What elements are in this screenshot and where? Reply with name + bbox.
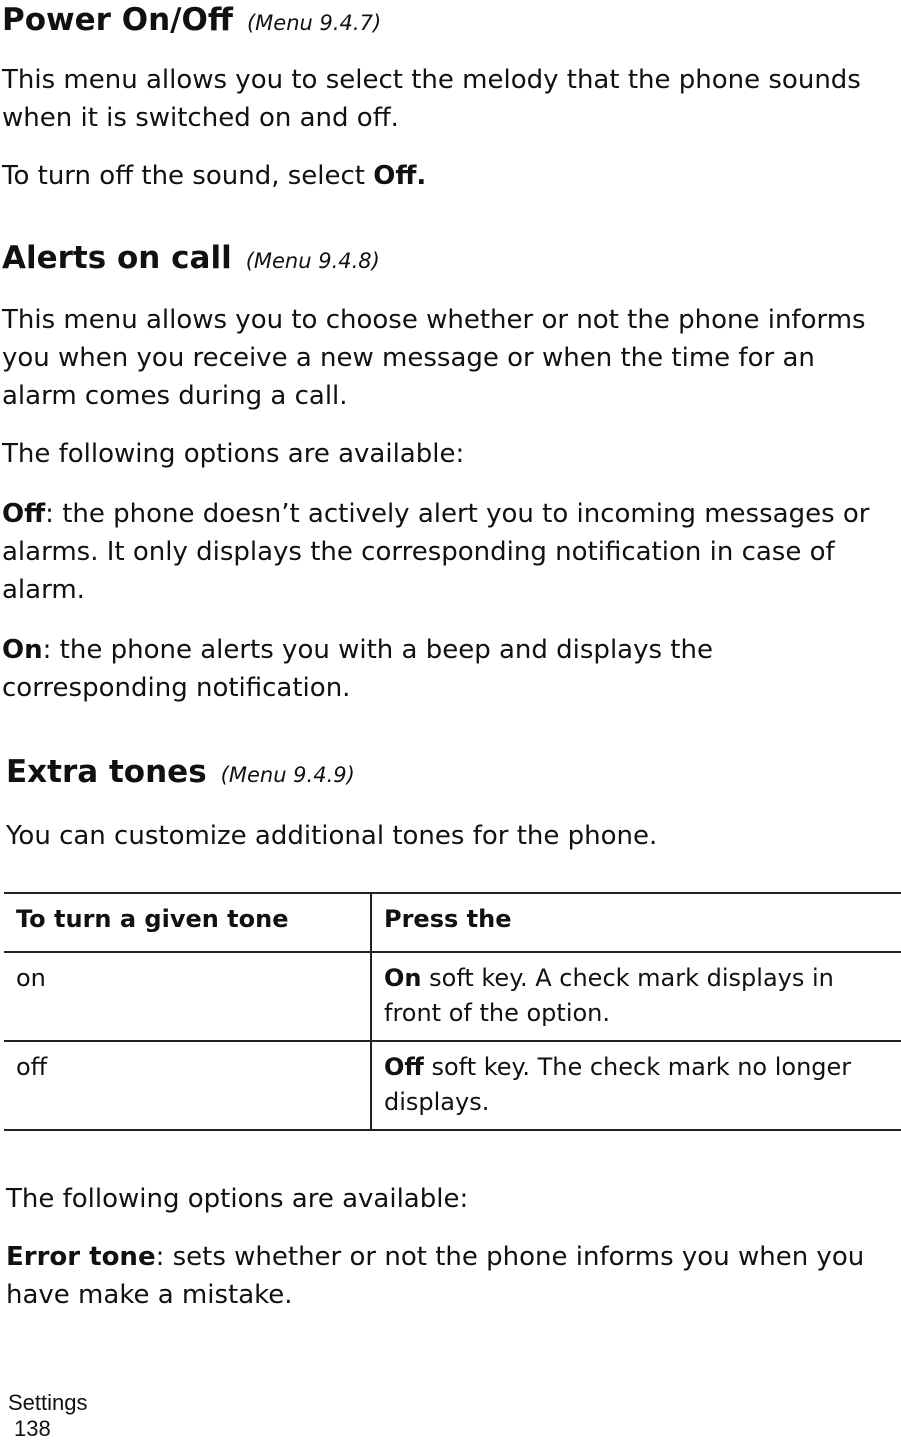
section-heading: [2, 0, 897, 43]
menu-reference: (Menu 9.4.8): [245, 249, 380, 273]
option-name: On: [2, 635, 43, 665]
section-power-on-off: [2, 0, 897, 195]
heading-title: Power On/Off: [2, 2, 233, 38]
paragraph: The following options are available:: [6, 1184, 469, 1214]
table-cell: on: [4, 952, 371, 1041]
soft-key-name: On: [384, 964, 422, 992]
paragraph-text: To turn off the sound, select: [2, 161, 374, 191]
menu-reference: (Menu 9.4.9): [220, 763, 355, 787]
table-header-row: [4, 893, 901, 952]
option-name: Off.: [373, 161, 427, 191]
menu-reference: (Menu 9.4.7): [246, 11, 382, 35]
section-extra-tones: [6, 752, 897, 855]
cell-text: soft key. The check mark no longer displays.: [384, 1053, 852, 1116]
option-error-tone-description: [6, 1238, 897, 1314]
table-row: [4, 952, 901, 1041]
page-footer: [8, 1390, 88, 1442]
section-alerts-on-call: [2, 238, 897, 707]
heading-title: Alerts on call: [2, 240, 232, 276]
option-text: : sets whether or not the phone informs you when you have make a mistake.: [6, 1242, 865, 1310]
footer-section-name: Settings: [8, 1390, 88, 1415]
paragraph: This menu allows you to choose whether or not the phone informs you when you receive a new message or when the time for an alarm comes during a call.: [2, 305, 866, 411]
table-cell: [371, 952, 901, 1041]
section-heading: [6, 752, 897, 795]
option-name: Error tone: [6, 1242, 156, 1272]
cell-text: soft key. A check mark displays in front of the option.: [384, 964, 834, 1027]
table-cell: off: [4, 1041, 371, 1130]
option-name: Off: [2, 499, 46, 529]
page-number: 138: [14, 1416, 51, 1441]
tones-table: [4, 892, 901, 1131]
paragraph: This menu allows you to select the melody that the phone sounds when it is switched on and off.: [2, 65, 861, 133]
soft-key-name: Off: [384, 1053, 424, 1081]
option-text: : the phone doesn’t actively alert you to incoming messages or alarms. It only displays the corresponding notification in case of alarm.: [2, 499, 870, 605]
paragraph: The following options are available:: [2, 439, 465, 469]
table-header: To turn a given tone: [4, 893, 371, 952]
paragraph: You can customize additional tones for the phone.: [6, 821, 658, 851]
heading-title: Extra tones: [6, 754, 207, 790]
table-row: [4, 1041, 901, 1130]
section-following-options: [6, 1180, 897, 1314]
section-heading: [2, 238, 897, 281]
option-text: : the phone alerts you with a beep and displays the corresponding notification.: [2, 635, 713, 703]
table-cell: [371, 1041, 901, 1130]
table-header: Press the: [371, 893, 901, 952]
option-off-description: [2, 495, 897, 609]
option-on-description: [2, 631, 897, 707]
paragraph: [2, 157, 897, 195]
